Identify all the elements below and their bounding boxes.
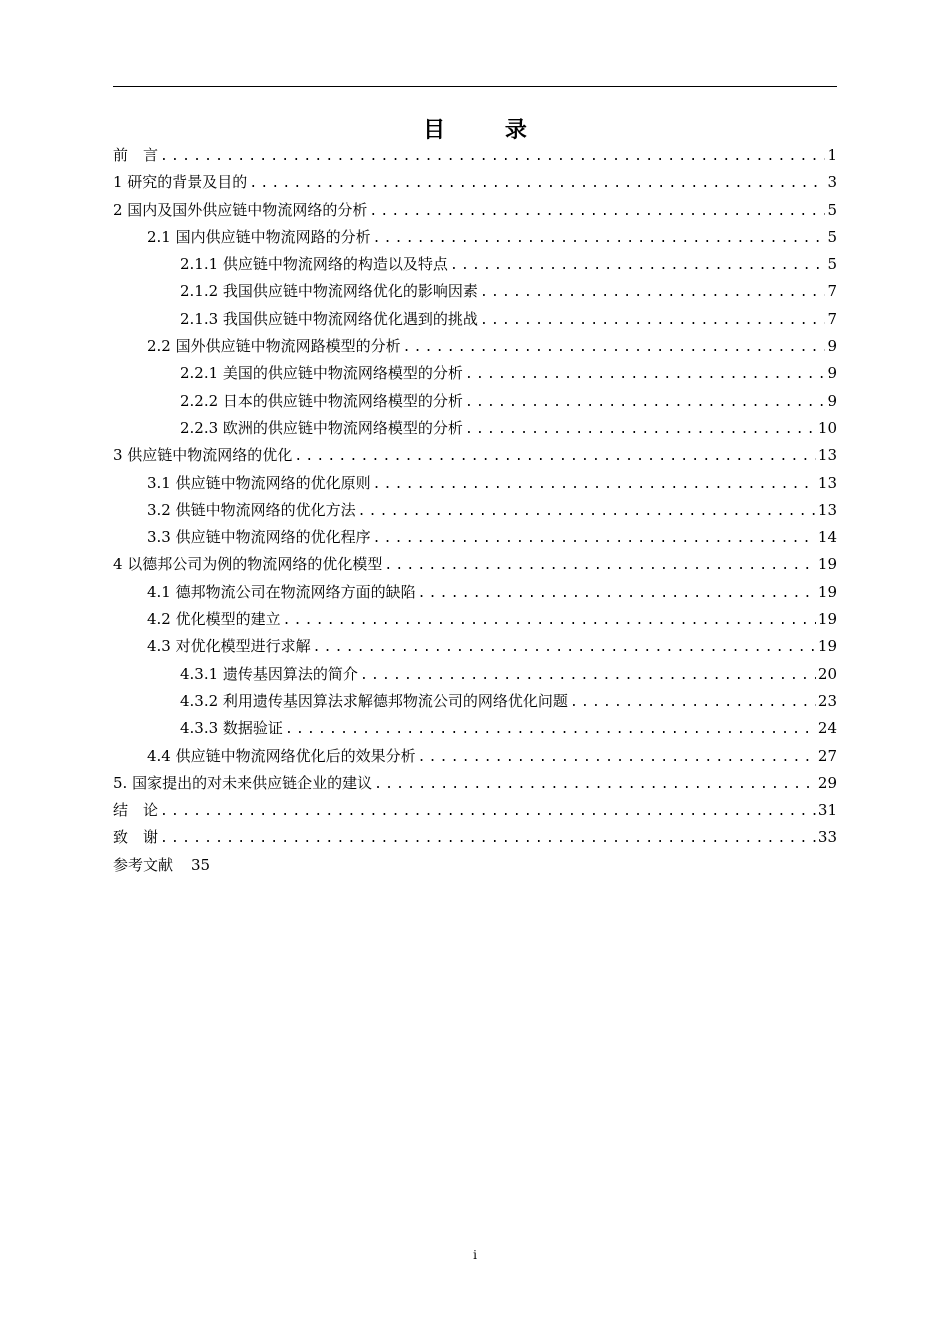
dot-leader bbox=[283, 607, 816, 633]
toc-entry-2-2-1[interactable] bbox=[113, 360, 837, 387]
dot-leader bbox=[418, 580, 816, 606]
toc-entry-page: 19 bbox=[817, 555, 837, 574]
dot-leader bbox=[285, 716, 816, 742]
dot-leader bbox=[374, 771, 816, 797]
toc-entry-4-2[interactable] bbox=[113, 606, 837, 633]
toc-entry-label: 4.4 供应链中物流网络优化后的效果分析 bbox=[147, 746, 416, 765]
dot-leader bbox=[360, 662, 816, 688]
toc-entry-label: 参考文献 bbox=[113, 855, 174, 874]
toc-entry-5[interactable] bbox=[113, 770, 837, 797]
toc-entry-page: 1 bbox=[827, 146, 837, 164]
toc-entry-label: 4.1 德邦物流公司在物流网络方面的缺陷 bbox=[147, 582, 416, 601]
dot-leader bbox=[465, 416, 816, 442]
toc-entry-label: 2.2 国外供应链中物流网路模型的分析 bbox=[147, 337, 401, 356]
toc-entry-2-2[interactable] bbox=[113, 333, 837, 360]
toc-entry-references[interactable] bbox=[113, 852, 837, 879]
toc-entry-conclusion[interactable] bbox=[113, 797, 837, 824]
dot-leader bbox=[480, 307, 826, 333]
dot-leader bbox=[384, 552, 816, 578]
toc-entry-2-1-3[interactable] bbox=[113, 306, 837, 333]
toc-entry-label: 4.3.3 数据验证 bbox=[180, 719, 283, 738]
toc-entry-page: 29 bbox=[817, 773, 837, 792]
toc-entry-2-1[interactable] bbox=[113, 224, 837, 251]
toc-entry-label: 4 以德邦公司为例的物流网络的优化模型 bbox=[113, 555, 383, 574]
toc-entry-2-2-2[interactable] bbox=[113, 388, 837, 415]
toc-entry-2[interactable] bbox=[113, 197, 837, 224]
toc-entry-4-4[interactable] bbox=[113, 743, 837, 770]
toc-entry-label: 4.3.2 利用遗传基因算法求解德邦物流公司的网络优化问题 bbox=[180, 691, 568, 710]
toc-entry-label: 2.1 国内供应链中物流网路的分析 bbox=[147, 227, 371, 246]
toc-entry-page: 13 bbox=[817, 446, 837, 465]
toc-entry-page: 5 bbox=[827, 227, 837, 246]
toc-entry-page: 19 bbox=[817, 582, 837, 601]
dot-leader bbox=[373, 225, 826, 251]
dot-leader bbox=[373, 471, 816, 497]
toc-entry-page: 13 bbox=[817, 500, 837, 519]
dot-leader bbox=[373, 525, 816, 551]
toc-entry-3-3[interactable] bbox=[113, 524, 837, 551]
toc-entry-page: 31 bbox=[817, 801, 837, 820]
dot-leader bbox=[570, 689, 816, 715]
dot-leader bbox=[294, 443, 816, 469]
toc-entry-label: 3.2 供链中物流网络的优化方法 bbox=[147, 500, 356, 519]
toc-entry-label: 2 国内及国外供应链中物流网络的分析 bbox=[113, 200, 368, 219]
toc-entry-1[interactable] bbox=[113, 169, 837, 196]
toc-entry-label: 2.1.1 供应链中物流网络的构造以及特点 bbox=[180, 255, 448, 274]
toc-entry-page: 9 bbox=[827, 364, 837, 383]
dot-leader bbox=[249, 170, 825, 196]
toc-title: 目 录 bbox=[423, 118, 553, 143]
dot-leader bbox=[160, 825, 816, 851]
toc-entry-3-1[interactable] bbox=[113, 470, 837, 497]
toc-entry-label: 4.3 对优化模型进行求解 bbox=[147, 637, 311, 656]
toc-entry-label: 1 研究的背景及目的 bbox=[113, 173, 248, 192]
toc-entry-label: 5. 国家提出的对未来供应链企业的建议 bbox=[113, 773, 373, 792]
toc-entry-acknowledgements[interactable] bbox=[113, 824, 837, 851]
dot-leader bbox=[160, 798, 816, 824]
toc-entry-page: 19 bbox=[817, 610, 837, 629]
toc-entry-label: 2.1.2 我国供应链中物流网络优化的影响因素 bbox=[180, 282, 478, 301]
toc-entry-page: 5 bbox=[827, 255, 837, 274]
toc-entry-page: 14 bbox=[817, 528, 837, 547]
toc-entry-label: 2.2.1 美国的供应链中物流网络模型的分析 bbox=[180, 364, 463, 383]
toc-entry-4[interactable] bbox=[113, 551, 837, 578]
dot-leader bbox=[480, 279, 826, 305]
toc-entry-2-1-1[interactable] bbox=[113, 251, 837, 278]
page-number: i bbox=[473, 1248, 477, 1262]
toc-entry-page: 3 bbox=[827, 173, 837, 192]
table-of-contents bbox=[113, 142, 837, 879]
dot-leader bbox=[465, 361, 826, 387]
toc-entry-2-1-2[interactable] bbox=[113, 278, 837, 305]
toc-entry-label: 4.3.1 遗传基因算法的简介 bbox=[180, 664, 358, 683]
toc-entry-4-3-1[interactable] bbox=[113, 661, 837, 688]
toc-entry-page: 35 bbox=[191, 855, 211, 874]
dot-leader bbox=[358, 498, 816, 524]
toc-entry-page: 24 bbox=[817, 719, 837, 738]
dot-leader bbox=[313, 634, 816, 660]
toc-entry-3[interactable] bbox=[113, 442, 837, 469]
toc-entry-page: 7 bbox=[827, 282, 837, 301]
toc-entry-label: 2.1.3 我国供应链中物流网络优化遇到的挑战 bbox=[180, 309, 478, 328]
toc-entry-label: 致 谢 bbox=[113, 828, 159, 847]
toc-entry-label: 3.1 供应链中物流网络的优化原则 bbox=[147, 473, 371, 492]
toc-entry-page: 10 bbox=[817, 418, 837, 437]
toc-entry-page: 13 bbox=[817, 473, 837, 492]
toc-entry-label: 前 言 bbox=[113, 146, 159, 164]
dot-leader bbox=[465, 389, 826, 415]
toc-entry-label: 4.2 优化模型的建立 bbox=[147, 610, 281, 629]
dot-leader bbox=[418, 744, 816, 770]
toc-entry-page: 27 bbox=[817, 746, 837, 765]
toc-entry-label: 3 供应链中物流网络的优化 bbox=[113, 446, 293, 465]
toc-entry-4-3[interactable] bbox=[113, 633, 837, 660]
toc-entry-page: 20 bbox=[817, 664, 837, 683]
toc-entry-4-3-2[interactable] bbox=[113, 688, 837, 715]
toc-entry-page: 5 bbox=[827, 200, 837, 219]
toc-entry-label: 3.3 供应链中物流网络的优化程序 bbox=[147, 528, 371, 547]
dot-leader bbox=[160, 143, 825, 169]
dot-leader bbox=[403, 334, 826, 360]
toc-entry-3-2[interactable] bbox=[113, 497, 837, 524]
toc-entry-4-3-3[interactable] bbox=[113, 715, 837, 742]
toc-entry-page: 33 bbox=[817, 828, 837, 847]
toc-entry-page: 19 bbox=[817, 637, 837, 656]
dot-leader bbox=[450, 252, 826, 278]
toc-entry-page: 9 bbox=[827, 337, 837, 356]
dot-leader bbox=[369, 198, 825, 224]
toc-entry-2-2-3[interactable] bbox=[113, 415, 837, 442]
toc-entry-label: 2.2.2 日本的供应链中物流网络模型的分析 bbox=[180, 391, 463, 410]
toc-entry-page: 23 bbox=[817, 691, 837, 710]
toc-entry-label: 结 论 bbox=[113, 801, 159, 820]
toc-entry-label: 2.2.3 欧洲的供应链中物流网络模型的分析 bbox=[180, 418, 463, 437]
toc-entry-page: 7 bbox=[827, 309, 837, 328]
toc-entry-4-1[interactable] bbox=[113, 579, 837, 606]
header-rule bbox=[113, 86, 837, 87]
toc-entry-page: 9 bbox=[827, 391, 837, 410]
toc-entry-preface[interactable] bbox=[113, 142, 837, 169]
